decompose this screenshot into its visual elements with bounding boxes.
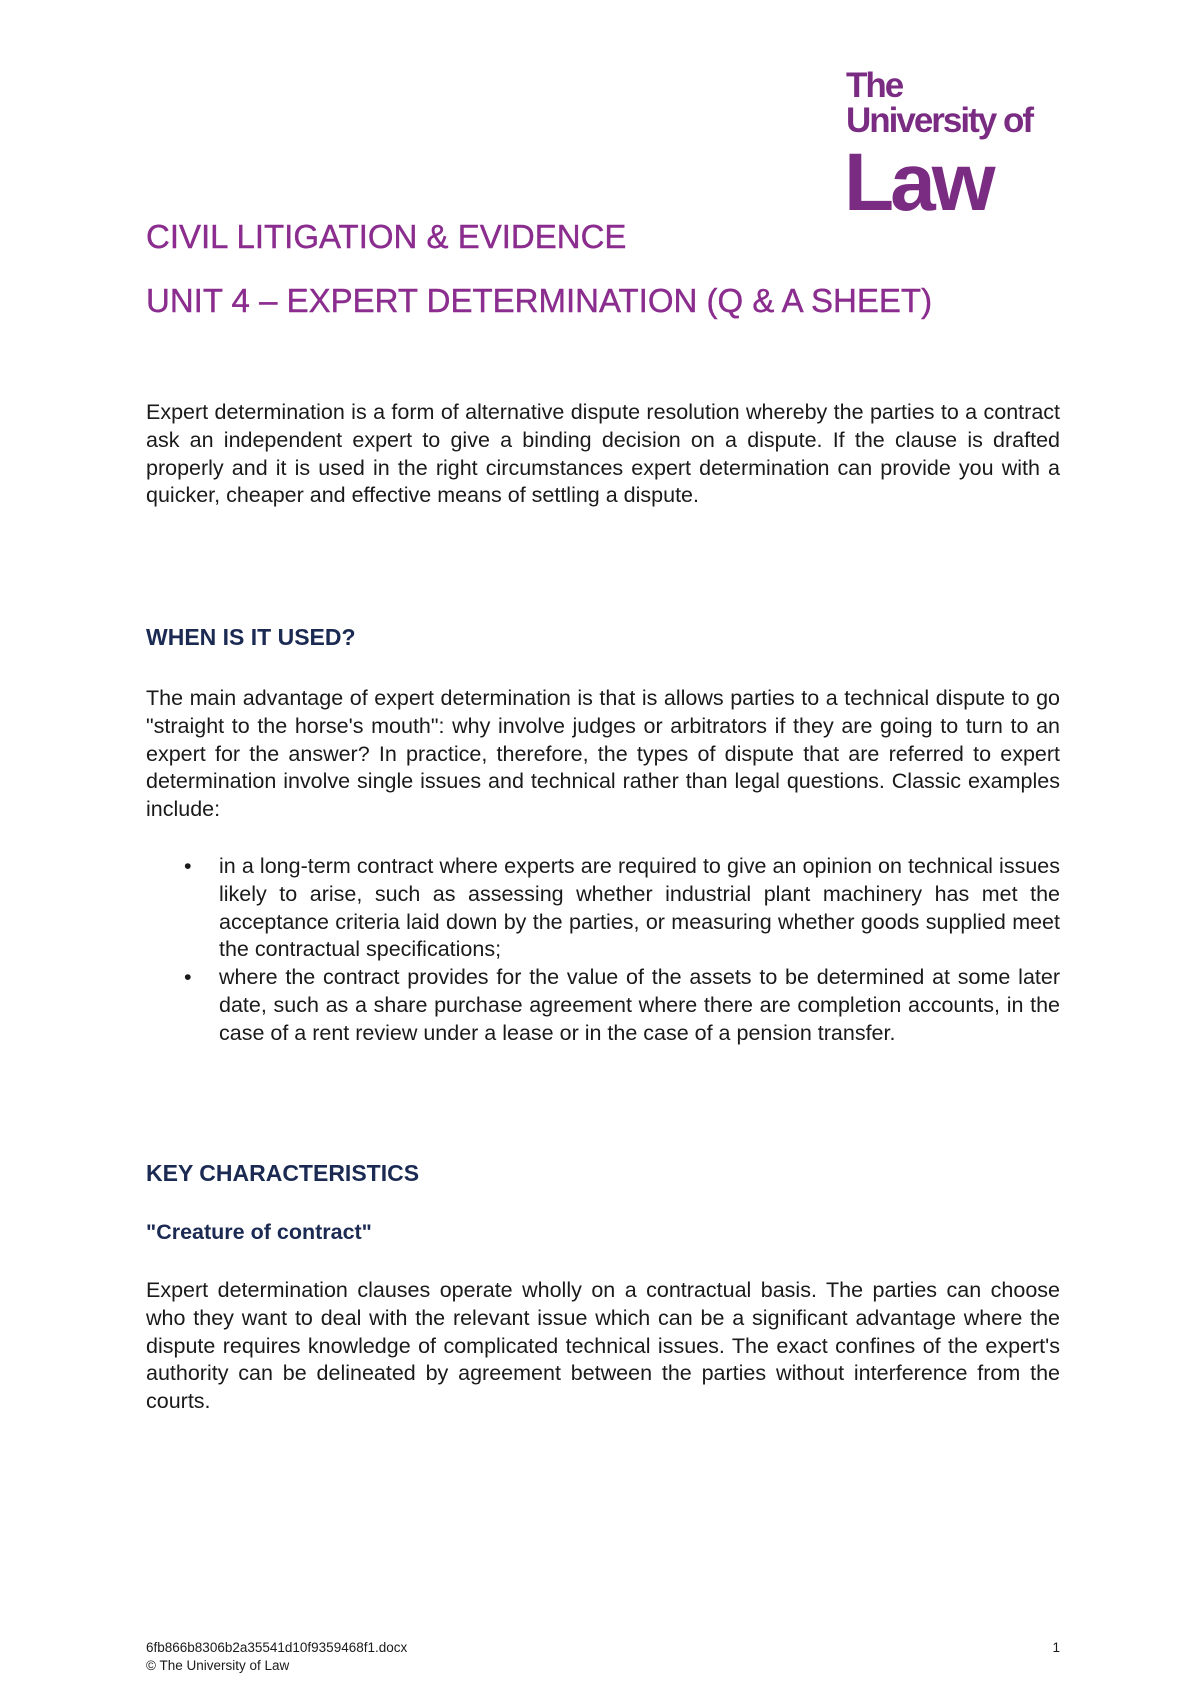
footer-copyright: © The University of Law bbox=[146, 1658, 290, 1673]
subheading-creature-of-contract: "Creature of contract" bbox=[146, 1220, 372, 1244]
logo-line-university: University of bbox=[846, 101, 1032, 140]
section-heading-when-used: WHEN IS IT USED? bbox=[146, 624, 356, 650]
key-characteristics-body bbox=[146, 1277, 1060, 1416]
bullet-icon: • bbox=[184, 965, 192, 990]
footer-page-number: 1 bbox=[1052, 1640, 1060, 1655]
when-used-section bbox=[146, 624, 1060, 651]
examples-list bbox=[146, 853, 1060, 1048]
list-item bbox=[146, 964, 1060, 1047]
when-used-paragraph: The main advantage of expert determination is that is allows parties to a technical dispute to go "straight to the horse's mouth": why involve judges or arbitrators if they are going to turn to an expert for the answer? In practice, therefore, the types of dispute that are referred to expert determination involve single issues and technical rather than legal questions. Classic examples include: bbox=[146, 686, 1060, 822]
intro-paragraph: Expert determination is a form of alternative dispute resolution whereby the parties to a contract ask an independent expert to give a binding decision on a dispute. If the clause is drafted properly and it is used in the right circumstances expert determination can provide you with a quicker, cheaper and effective means of settling a dispute. bbox=[146, 400, 1060, 508]
list-item bbox=[146, 853, 1060, 964]
section-heading-key-characteristics: KEY CHARACTERISTICS bbox=[146, 1160, 420, 1186]
list-item-text: where the contract provides for the value of the assets to be determined at some later date, such as a share purchase agreement where there are completion accounts, in the case of a rent review under a lease or in the case of a pension transfer. bbox=[219, 965, 1060, 1045]
page-footer bbox=[146, 1639, 1060, 1675]
key-characteristics-paragraph: Expert determination clauses operate wholly on a contractual basis. The parties can choose who they want to deal with the relevant issue which can be a significant advantage where the dispute requires knowledge of complicated technical issues. The exact confines of the expert's authority can be delineated by agreement between the parties without interference from the courts. bbox=[146, 1278, 1060, 1414]
when-used-body bbox=[146, 685, 1060, 824]
document-subtitle: UNIT 4 – EXPERT DETERMINATION (Q & A SHEET) bbox=[146, 282, 933, 319]
key-characteristics-section bbox=[146, 1160, 1060, 1187]
document-title: CIVIL LITIGATION & EVIDENCE bbox=[146, 218, 627, 255]
bullet-icon: • bbox=[184, 854, 192, 878]
list-item-text: in a long-term contract where experts are required to give an opinion on technical issues likely to arise, such as assessing whether industrial plant machinery has met the acceptance criteria laid down by the parties, or measuring whether goods supplied meet the contractual specifications; bbox=[219, 854, 1060, 962]
logo-line-the: The bbox=[846, 66, 903, 105]
university-of-law-logo bbox=[844, 66, 1036, 228]
intro-section bbox=[146, 399, 1060, 510]
footer-filename: 6fb866b8306b2a35541d10f9359468f1.docx bbox=[146, 1640, 408, 1655]
logo-line-law: Law bbox=[844, 137, 992, 228]
creature-of-contract-subsection bbox=[146, 1220, 1060, 1245]
